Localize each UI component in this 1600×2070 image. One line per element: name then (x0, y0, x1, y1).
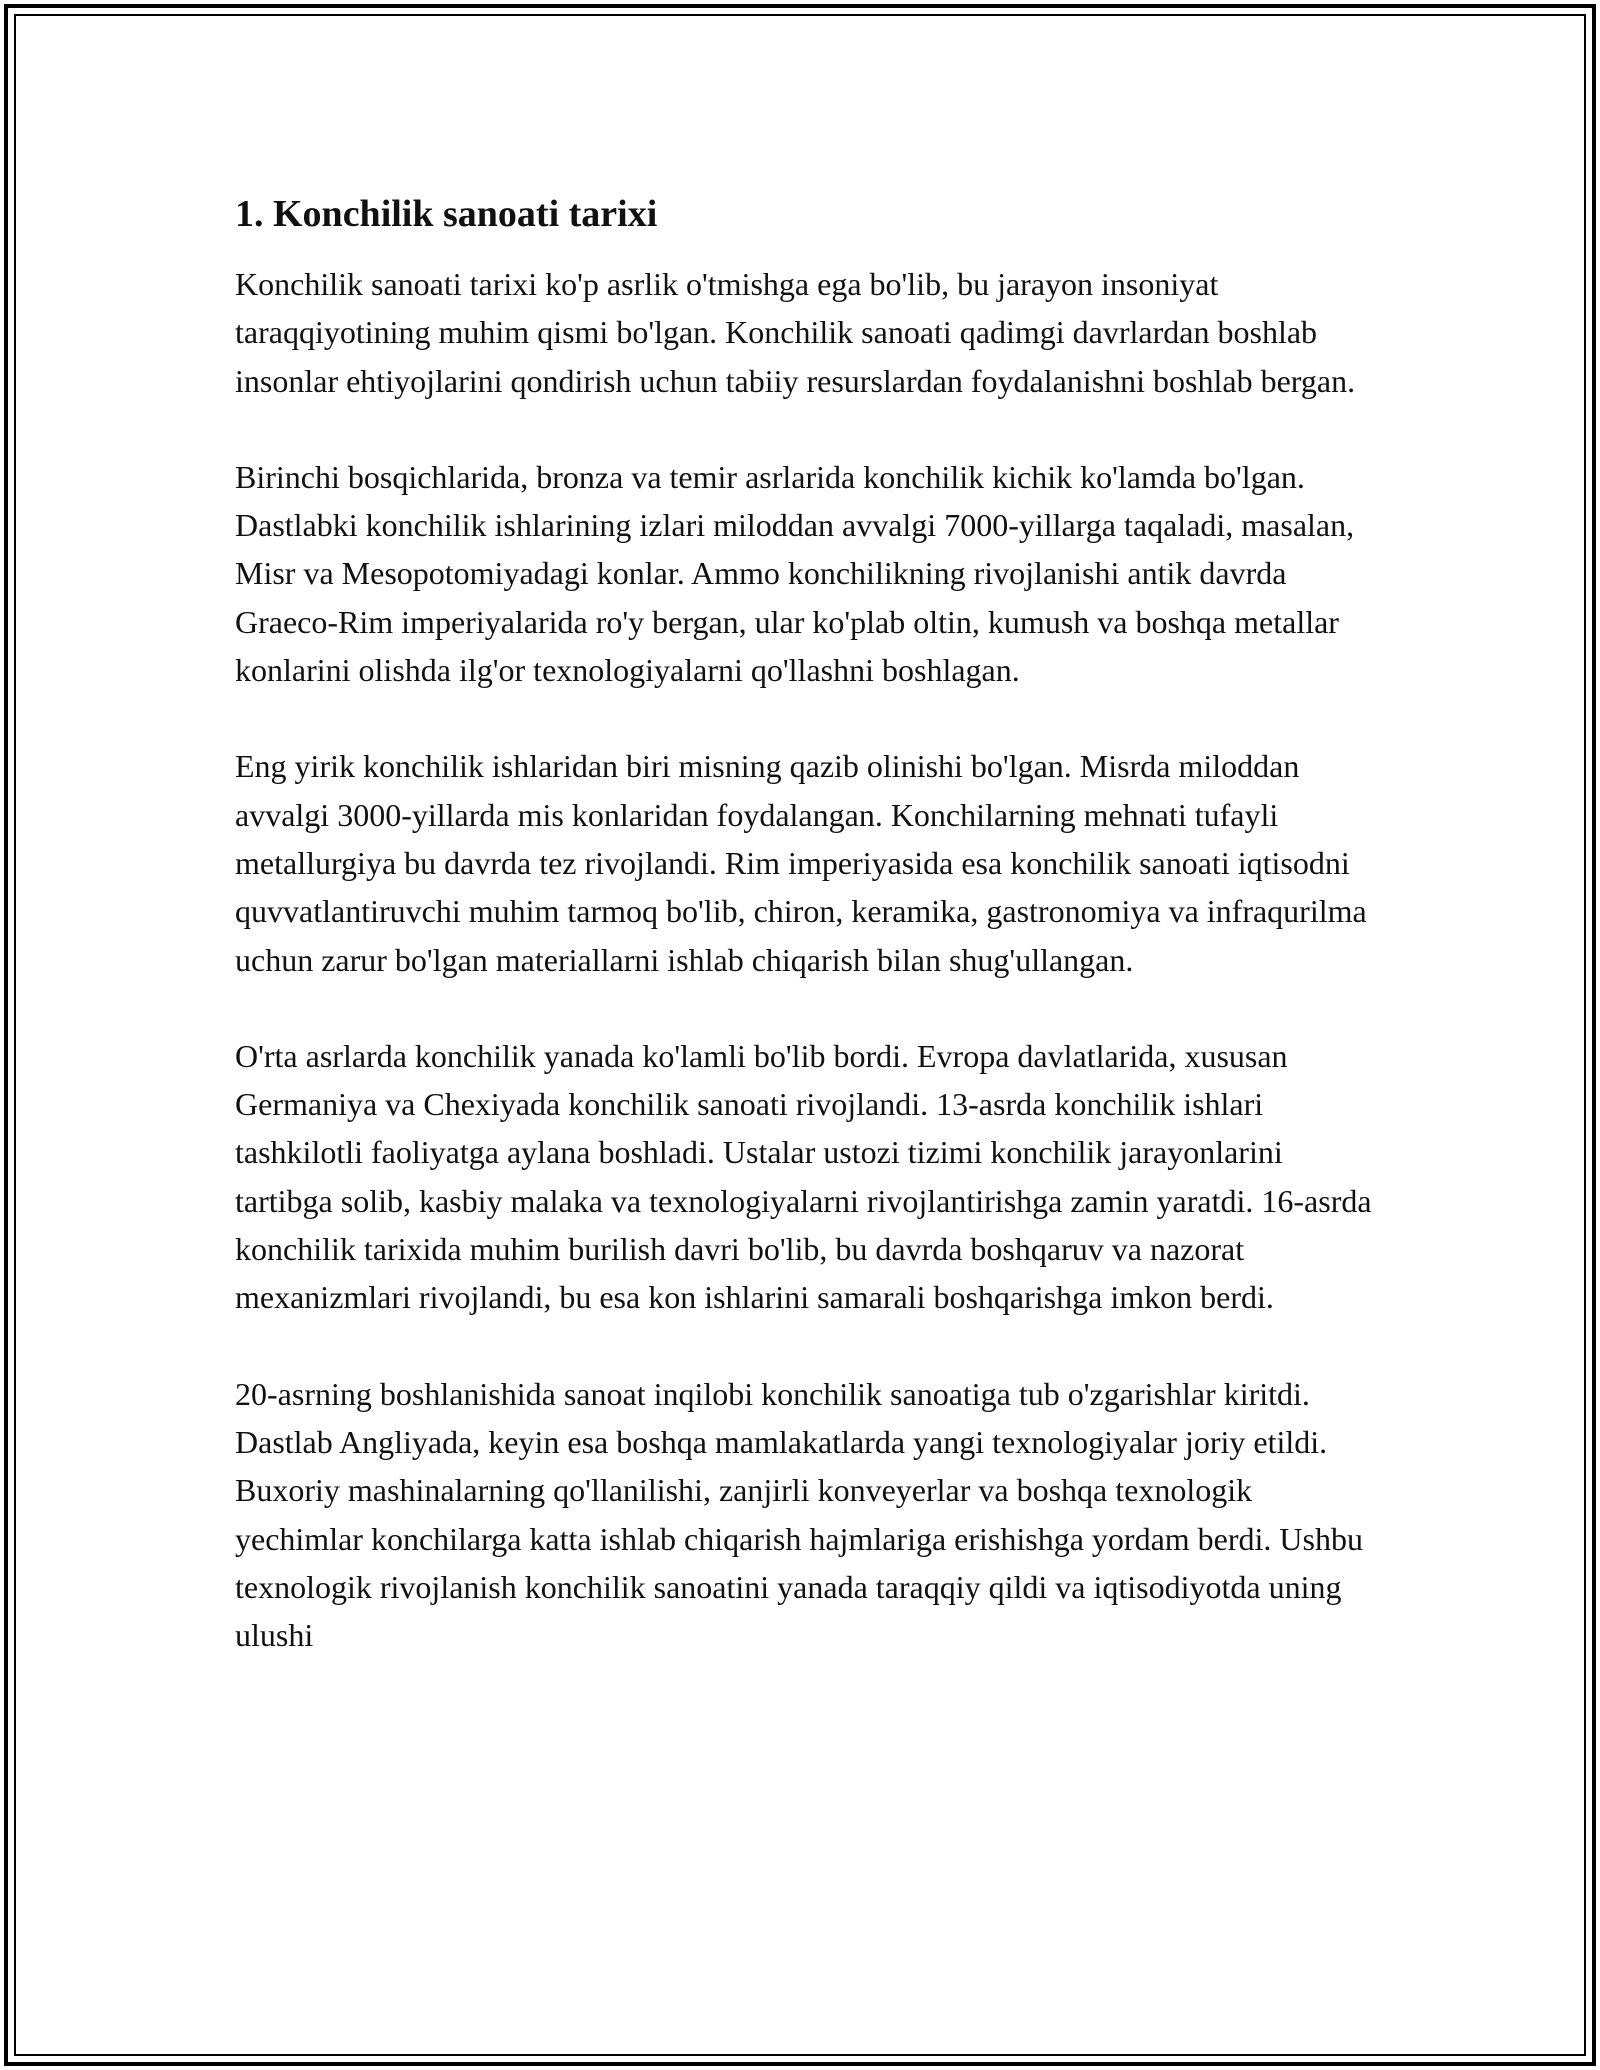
paragraph-2: Birinchi bosqichlarida, bronza va temir asrlarida konchilik kichik ko'lamda bo'lgan. Dastlabki konchilik ishlarining izlari miloddan avvalgi 7000-yillarga taqaladi, masalan, Misr va Mesopotomiyadagi konlar. Ammo konchilikning rivojlanishi antik davrda Graeco-Rim imperiyalarida ro'y bergan, ular ko'plab oltin, kumush va boshqa metallar konlarini olishda ilg'or texnologiyalarni qo'llashni boshlagan. (235, 458, 1355, 689)
paragraph-1: Konchilik sanoati tarixi ko'p asrlik o'tmishga ega bo'lib, bu jarayon insoniyat taraqqiyotining muhim qismi bo'lgan. Konchilik sanoati qadimgi davrlardan boshlab insonlar ehtiyojlarini qondirish uchun tabiiy resurslardan foydalanishni boshlab bergan. (235, 266, 1356, 399)
document-body (235, 188, 1385, 1707)
paragraph-3: Eng yirik konchilik ishlaridan biri misning qazib olinishi bo'lgan. Misrda miloddan avvalgi 3000-yillarda mis konlaridan foydalangan. Konchilarning mehnati tufayli metallurgiya bu davrda tez rivojlandi. Rim imperiyasida esa konchilik sanoati iqtisodni quvvatlantiruvchi muhim tarmoq bo'lib, chiron, keramika, gastronomiya va infraqurilma uchun zarur bo'lgan materiallarni ishlab chiqarish bilan shug'ullangan. (235, 748, 1367, 978)
paragraph-5: 20-asrning boshlanishida sanoat inqilobi konchilik sanoatiga tub o'zgarishlar kiritdi. Dastlab Angliyada, keyin esa boshqa mamlakatlarda yangi texnologiyalar joriy etildi. Buxoriy mashinalarning qo'llanilishi, zanjirli konveyerlar va boshqa texnologik yechimlar konchilarga katta ishlab chiqarish hajmlariga erishishga yordam berdi. Ushbu texnologik rivojlanish konchilik sanoatini yanada taraqqiy qildi va iqtisodiyotda uning ulushi (235, 1375, 1363, 1654)
paragraph-4: O'rta asrlarda konchilik yanada ko'lamli bo'lib bordi. Evropa davlatlarida, xususan Germaniya va Chexiyada konchilik sanoati rivojlandi. 13-asrda konchilik ishlari tashkilotli faoliyatga aylana boshladi. Ustalar ustozi tizimi konchilik jarayonlarini tartibga solib, kasbiy malaka va texnologiyalarni rivojlantirishga zamin yaratdi. 16-asrda konchilik tarixida muhim burilish davri bo'lib, bu davrda boshqaruv va nazorat mexanizmlari rivojlandi, bu esa kon ishlarini samarali boshqarishga imkon berdi. (235, 1037, 1372, 1316)
section-heading: 1. Konchilik sanoati tarixi (235, 193, 658, 235)
